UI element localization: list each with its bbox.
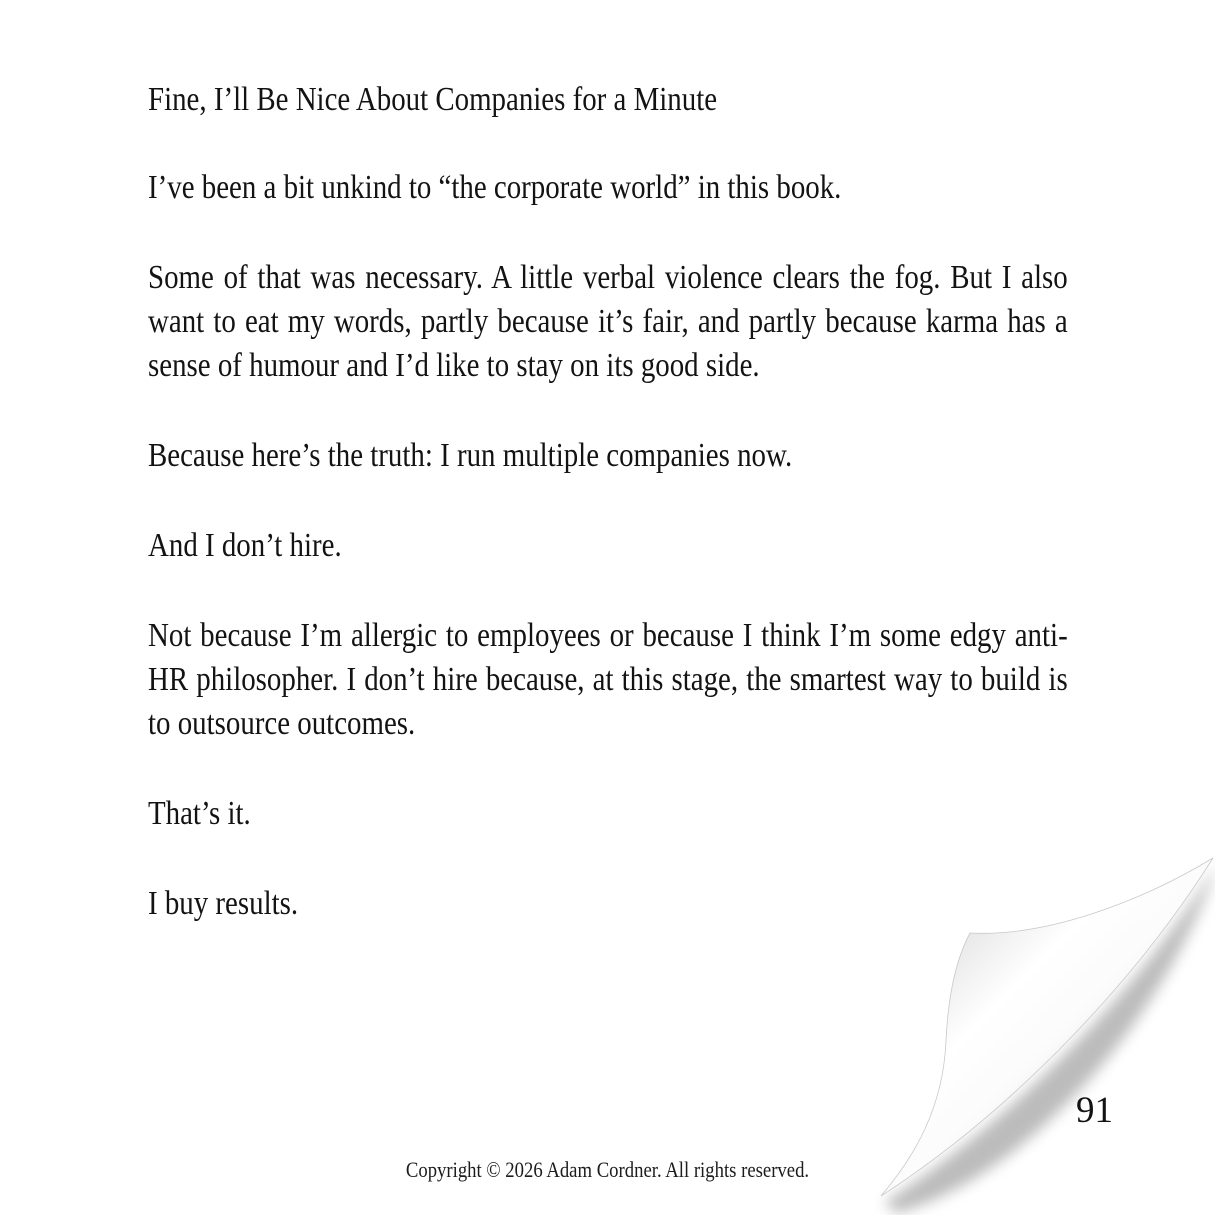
paragraph: Some of that was necessary. A little verbal violence clears the fog. But I also want to eat my words, partly because it’s fair, and partly because karma has a sense of humour and I’d like to stay on its good side. — [148, 259, 1068, 384]
copyright-line: Copyright © 2026 Adam Cordner. All rights reserved. — [405, 1157, 810, 1182]
paragraph: And I don’t hire. — [148, 527, 342, 564]
paragraph: I’ve been a bit unkind to “the corporate world” in this book. — [148, 169, 842, 206]
paragraph: Not because I’m allergic to employees or because I think I’m some edgy anti-HR philosopher. I don’t hire because, at this stage, the smartest way to build is to outsource outcomes. — [148, 617, 1068, 742]
page-content — [148, 78, 1068, 972]
page-number: 91 — [1076, 1090, 1113, 1131]
chapter-title: Fine, I’ll Be Nice About Companies for a Minute — [148, 81, 718, 118]
paragraph: That’s it. — [148, 795, 251, 832]
paragraph: I buy results. — [148, 885, 299, 922]
paragraph: Because here’s the truth: I run multiple companies now. — [148, 437, 793, 474]
